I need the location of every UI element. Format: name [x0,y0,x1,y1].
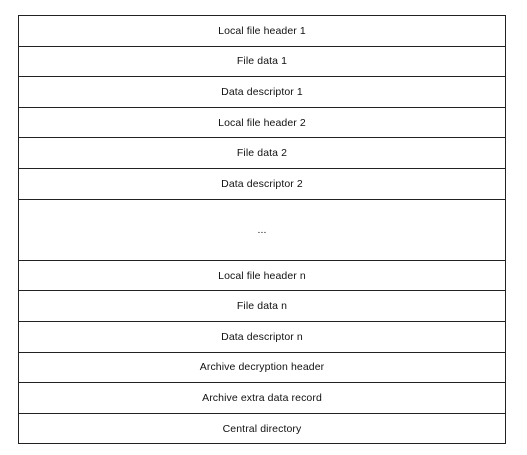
row-file-data-2 [19,138,505,169]
row-archive-decryption-header [19,353,505,384]
zip-structure-diagram [18,15,506,444]
row-label: Data descriptor 1 [221,85,303,98]
row-data-descriptor-n [19,322,505,353]
row-data-descriptor-2 [19,169,505,200]
row-label: Data descriptor 2 [221,177,303,190]
row-local-file-header-n [19,261,505,292]
row-label: Local file header 2 [218,116,306,129]
row-data-descriptor-1 [19,77,505,108]
row-local-file-header-1 [19,16,505,47]
row-ellipsis [19,200,505,261]
row-local-file-header-2 [19,108,505,139]
row-label: Central directory [222,422,302,435]
row-central-directory [19,414,505,445]
row-label: File data 1 [236,55,288,68]
row-file-data-1 [19,47,505,78]
row-label: Archive decryption header [199,361,325,374]
row-label: Local file header n [218,269,306,282]
row-label: Local file header 1 [218,24,306,37]
row-label: File data 2 [236,147,288,160]
row-label: File data n [236,300,288,313]
row-label: Data descriptor n [221,330,303,343]
row-label: Archive extra data record [202,391,322,404]
row-file-data-n [19,291,505,322]
row-label: ... [257,223,267,236]
row-archive-extra-data-record [19,383,505,414]
